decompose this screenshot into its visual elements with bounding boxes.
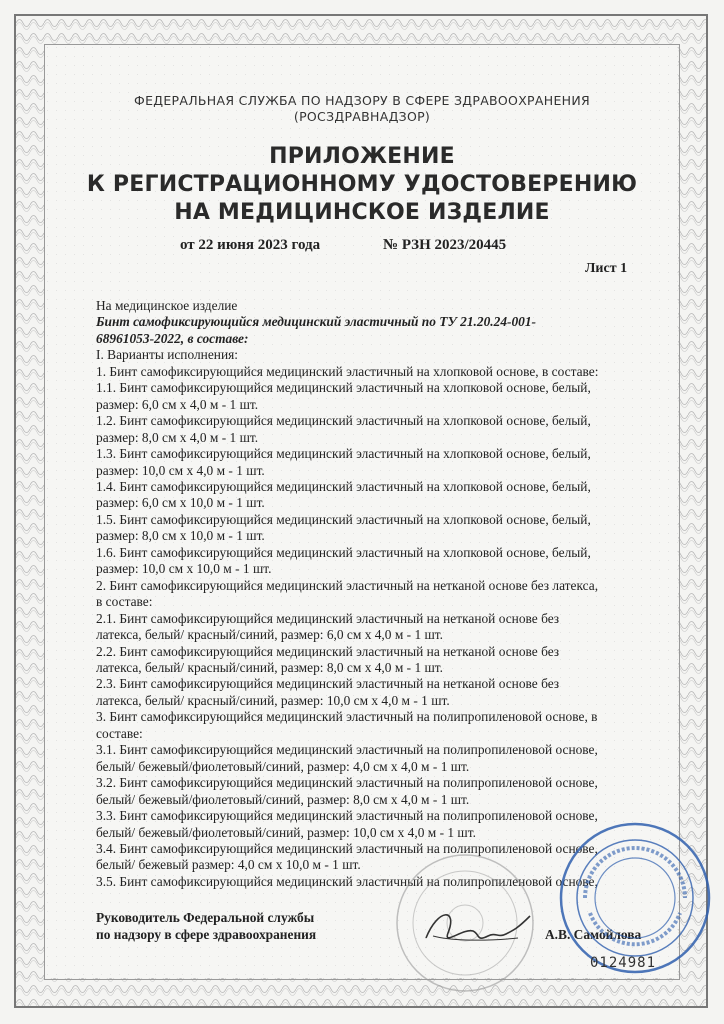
body-line: 3.3. Бинт самофиксирующийся медицинский эластичный на полипропиленовой основе,	[96, 808, 598, 824]
signer-title-line1: Руководитель Федеральной службы	[96, 910, 315, 925]
body-line: 2. Бинт самофиксирующийся медицинский эластичный на нетканой основе без латекса,	[96, 577, 599, 593]
body-line: составе:	[96, 725, 143, 741]
body-line: 3.4. Бинт самофиксирующийся медицинский эластичный на полипропиленовой основе,	[96, 840, 598, 856]
body-line: размер: 6,0 см х 4,0 м - 1 шт.	[96, 396, 259, 412]
agency-short-name: (РОСЗДРАВНАДЗОР)	[293, 109, 431, 124]
body-line: 3. Бинт самофиксирующийся медицинский эластичный на полипропиленовой основе, в	[96, 709, 598, 725]
body-line: размер: 8,0 см х 4,0 м - 1 шт.	[96, 429, 259, 445]
body-line: латекса, белый/ красный/синий, размер: 10,0 см х 4,0 м - 1 шт.	[96, 692, 450, 708]
body-line-bold: Бинт самофиксирующийся медицинский эластичный по ТУ 21.20.24-001-	[96, 314, 537, 330]
body-line: белый/ бежевый/фиолетовый/синий, размер: 4,0 см х 4,0 м - 1 шт.	[96, 758, 470, 774]
body-line: 2.3. Бинт самофиксирующийся медицинский эластичный на нетканой основе без	[96, 676, 560, 692]
body-line: 3.2. Бинт самофиксирующийся медицинский эластичный на полипропиленовой основе,	[96, 775, 598, 791]
body-line: 2.2. Бинт самофиксирующийся медицинский эластичный на нетканой основе без	[96, 643, 560, 659]
registration-number: № РЗН 2023/20445	[383, 237, 507, 253]
body-line: 1.4. Бинт самофиксирующийся медицинский эластичный на хлопковой основе, белый,	[96, 478, 591, 494]
body-line: белый/ бежевый размер: 4,0 см х 10,0 м - 1 шт.	[96, 857, 361, 873]
body-line: в составе:	[96, 594, 153, 610]
body-line: размер: 8,0 см х 10,0 м - 1 шт.	[96, 528, 265, 544]
body-line-bold: 68961053-2022, в составе:	[96, 330, 249, 346]
document-body	[96, 298, 654, 890]
body-line: латекса, белый/ красный/синий, размер: 8,0 см х 4,0 м - 1 шт.	[96, 659, 443, 675]
body-line: 1.2. Бинт самофиксирующийся медицинский эластичный на хлопковой основе, белый,	[96, 413, 591, 429]
document-title-line2: К РЕГИСТРАЦИОННОМУ УДОСТОВЕРЕНИЮ	[86, 172, 638, 197]
body-line: 3.5. Бинт самофиксирующийся медицинский эластичный на полипропиленовой основе,	[96, 873, 598, 889]
body-line: 1.1. Бинт самофиксирующийся медицинский эластичный на хлопковой основе, белый,	[96, 380, 591, 396]
body-line: латекса, белый/ красный/синий, размер: 6,0 см х 4,0 м - 1 шт.	[96, 627, 443, 643]
body-line: размер: 10,0 см х 10,0 м - 1 шт.	[96, 561, 272, 577]
document-title-line3: НА МЕДИЦИНСКОЕ ИЗДЕЛИЕ	[174, 200, 550, 225]
body-line: 3.1. Бинт самофиксирующийся медицинский эластичный на полипропиленовой основе,	[96, 742, 598, 758]
body-line: На медицинское изделие	[96, 298, 238, 313]
agency-name: ФЕДЕРАЛЬНАЯ СЛУЖБА ПО НАДЗОРУ В СФЕРЕ ЗДРАВООХРАНЕНИЯ	[134, 93, 590, 108]
body-line: белый/ бежевый/фиолетовый/синий, размер: 8,0 см х 4,0 м - 1 шт.	[96, 791, 470, 807]
document-title-line1: ПРИЛОЖЕНИЕ	[269, 144, 455, 169]
issue-date: от 22 июня 2023 года	[180, 237, 321, 253]
signer-name: А.В. Самойлова	[545, 927, 642, 942]
body-line: 2.1. Бинт самофиксирующийся медицинский эластичный на нетканой основе без	[96, 610, 560, 626]
body-line: I. Варианты исполнения:	[96, 347, 238, 363]
body-line: размер: 10,0 см х 4,0 м - 1 шт.	[96, 462, 265, 478]
sheet-number: Лист 1	[585, 261, 628, 276]
body-line: 1.3. Бинт самофиксирующийся медицинский эластичный на хлопковой основе, белый,	[96, 446, 591, 462]
body-line: 1. Бинт самофиксирующийся медицинский эластичный на хлопковой основе, в составе:	[96, 363, 599, 379]
body-line: 1.6. Бинт самофиксирующийся медицинский эластичный на хлопковой основе, белый,	[96, 544, 591, 560]
handwritten-signature	[418, 898, 538, 958]
signer-title-line2: по надзору в сфере здравоохранения	[96, 927, 317, 942]
blue-seal-stamp	[555, 818, 715, 978]
body-line: размер: 6,0 см х 10,0 м - 1 шт.	[96, 495, 265, 511]
body-line: белый/ бежевый/фиолетовый/синий, размер: 10,0 см х 4,0 м - 1 шт.	[96, 824, 476, 840]
body-line: 1.5. Бинт самофиксирующийся медицинский эластичный на хлопковой основе, белый,	[96, 511, 591, 527]
document-serial-number: 0124981	[590, 955, 657, 971]
